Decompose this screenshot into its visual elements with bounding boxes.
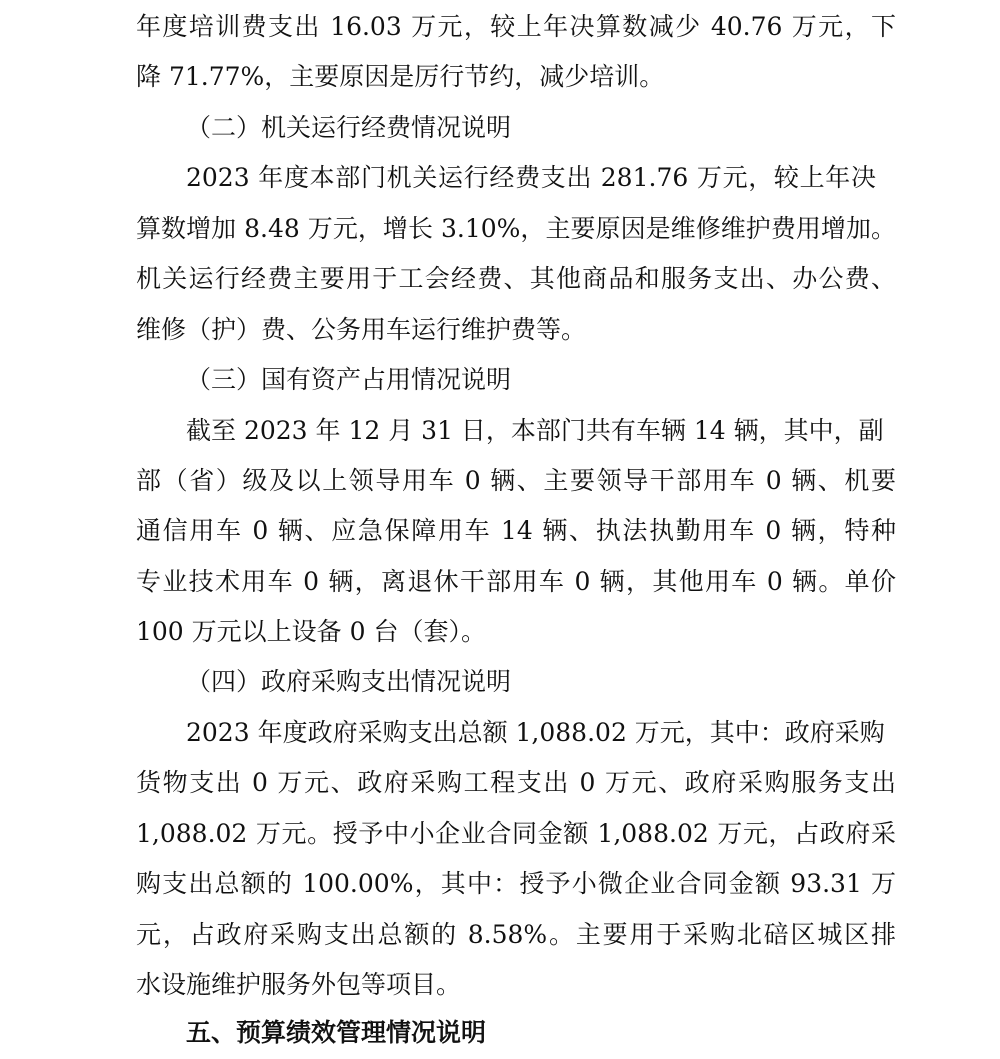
- paragraph-line: 1,088.02 万元。授予中小企业合同金额 1,088.02 万元，占政府采: [136, 819, 896, 848]
- paragraph-line: 截至 2023 年 12 月 31 日，本部门共有车辆 14 辆，其中，副: [186, 416, 884, 445]
- paragraph-line: 水设施维护服务外包等项目。: [136, 970, 462, 999]
- paragraph-line: 通信用车 0 辆、应急保障用车 14 辆、执法执勤用车 0 辆，特种: [136, 516, 896, 545]
- paragraph-line: 货物支出 0 万元、政府采购工程支出 0 万元、政府采购服务支出: [136, 768, 896, 797]
- paragraph-line: 专业技术用车 0 辆，离退休干部用车 0 辆，其他用车 0 辆。单价: [136, 567, 896, 596]
- paragraph-line: 降 71.77%，主要原因是厉行节约，减少培训。: [136, 62, 665, 91]
- subsection-heading: （三）国有资产占用情况说明: [186, 365, 512, 394]
- paragraph-line: 购支出总额的 100.00%，其中：授予小微企业合同金额 93.31 万: [136, 869, 896, 898]
- paragraph-line: 元，占政府采购支出总额的 8.58%。主要用于采购北碚区城区排: [136, 920, 896, 949]
- paragraph-line: 100 万元以上设备 0 台（套）。: [136, 617, 486, 646]
- paragraph-line: 年度培训费支出 16.03 万元，较上年决算数减少 40.76 万元，下: [136, 12, 896, 41]
- paragraph-line: 机关运行经费主要用于工会经费、其他商品和服务支出、办公费、: [136, 264, 896, 293]
- subsection-heading: （四）政府采购支出情况说明: [186, 667, 512, 696]
- section-heading: 五、预算绩效管理情况说明: [186, 1018, 487, 1047]
- paragraph-line: 部（省）级及以上领导用车 0 辆、主要领导干部用车 0 辆、机要: [136, 466, 896, 495]
- paragraph-line: 算数增加 8.48 万元，增长 3.10%，主要原因是维修维护费用增加。: [136, 214, 896, 243]
- paragraph-line: 2023 年度本部门机关运行经费支出 281.76 万元，较上年决: [186, 163, 876, 192]
- paragraph-line: 维修（护）费、公务用车运行维护费等。: [136, 315, 587, 344]
- paragraph-line: 2023 年度政府采购支出总额 1,088.02 万元，其中：政府采购: [186, 718, 885, 747]
- subsection-heading: （二）机关运行经费情况说明: [186, 113, 512, 142]
